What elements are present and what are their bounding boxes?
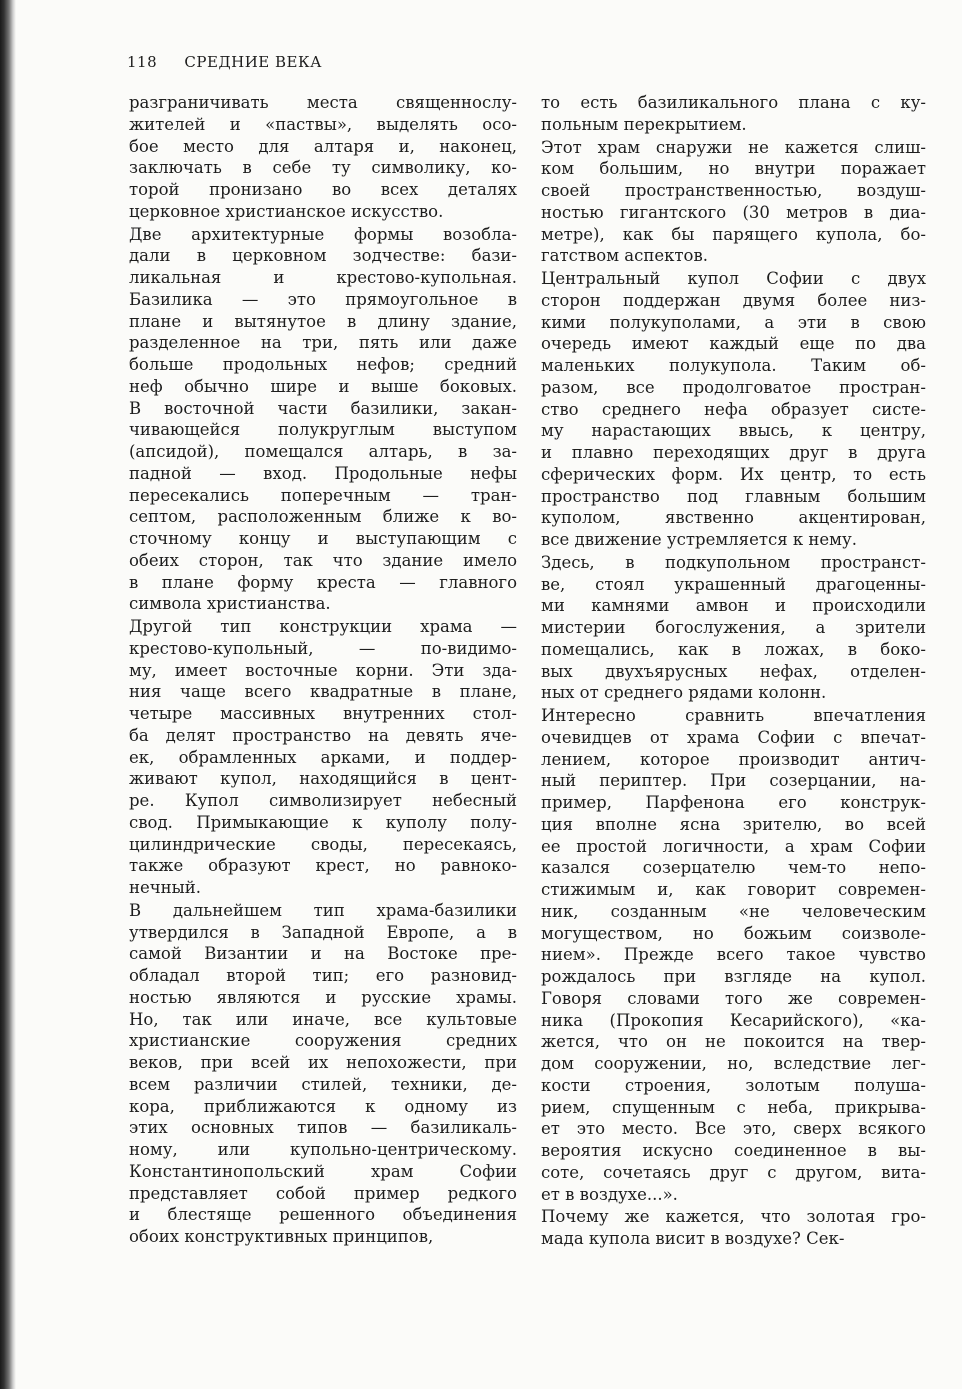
paragraph [541, 137, 926, 268]
text-line: маленьких полукупола. Таким об- [541, 356, 926, 375]
text-line: нием». Прежде всего такое чувство [541, 945, 926, 965]
text-line: кора, приближаются к одному из [129, 1096, 517, 1116]
text-line: сферических форм. Их центр, то есть [541, 464, 926, 484]
text-line: метре), как бы парящего купола, бо- [541, 224, 926, 244]
text-line: му нарастающих ввысь, к центру, [541, 421, 926, 441]
right-text-column [541, 92, 926, 1250]
text-line: живают купол, находящийся в цент- [129, 769, 517, 789]
text-line: очевидцев от храма Софии с впечат- [541, 727, 926, 747]
text-line: разделенное на три, пять или даже [129, 333, 517, 353]
text-line: пример, Парфенона его конструк- [541, 793, 926, 812]
text-line: веков, при всей их непохожести, при [129, 1053, 517, 1072]
text-line: разом, все продолговатое простран- [541, 377, 926, 397]
text-line: символа христианства. [129, 594, 331, 614]
text-line: нечный. [129, 878, 202, 897]
left-text-column [129, 92, 517, 1248]
text-line: му, имеет восточные корни. Эти зда- [129, 660, 517, 680]
text-line: могуществом, но божьим соизволе- [541, 923, 926, 943]
paragraph [541, 705, 926, 1205]
text-line: ет в воздухе...». [541, 1184, 678, 1204]
text-line: В восточной части базилики, закан- [129, 398, 517, 418]
text-line: лением, которое производит антич- [541, 749, 926, 769]
text-line: Почему же кажется, что золотая гро- [541, 1207, 926, 1227]
text-line: этих основных типов — базиликаль- [129, 1118, 517, 1138]
paragraph [129, 92, 517, 223]
text-line: кими полукуполами, а эти в свою [541, 312, 926, 332]
text-line: заключать в себе ту символику, ко- [129, 158, 517, 178]
text-line: (апсидой), помещался алтарь, в за- [129, 442, 517, 461]
text-line: соте, сочетаясь друг с другом, вита- [541, 1162, 926, 1182]
text-line: ек, обрамленных арками, и поддер- [129, 747, 517, 767]
text-line: кости строения, золотым полуша- [541, 1075, 926, 1095]
text-line: мада купола висит в воздухе? Сек- [541, 1229, 845, 1248]
text-line: ник, созданным «не человеческим [541, 901, 926, 921]
text-line: церковное христианское искусство. [129, 201, 444, 221]
text-line: то есть базиликального плана с ку- [541, 93, 926, 112]
text-line: ми камнями амвон и происходили [541, 596, 926, 616]
paragraph [541, 1206, 926, 1250]
text-line: ет это место. Все это, сверх всякого [541, 1119, 926, 1139]
text-line: ве, стоял украшенный драгоценны- [541, 574, 926, 594]
text-line: пересекались поперечным — тран- [129, 485, 517, 505]
text-line: вероятия искусно соединенное в вы- [541, 1141, 926, 1160]
text-line: рождалось при взгляде на купол. [541, 967, 926, 986]
text-line: куполом, явственно акцентирован, [541, 508, 926, 528]
text-line: неф обычно шире и выше боковых. [129, 376, 517, 396]
text-line: ностью являются и русские храмы. [129, 987, 517, 1007]
text-line: ный периптер. При созерцании, на- [541, 771, 926, 791]
text-line: жется, что он не покоится на твер- [541, 1032, 926, 1052]
text-line: ком большим, но внутри поражает [541, 159, 926, 179]
text-line: вых двухъярусных нефах, отделен- [541, 661, 926, 681]
text-line: Этот храм снаружи не кажется слиш- [541, 137, 926, 157]
text-line: Другой тип конструкции храма — [129, 617, 517, 636]
text-line: христианские сооружения средних [129, 1031, 517, 1051]
text-line: торой пронизано во всех деталях [129, 180, 517, 199]
text-line: рием, спущенным с неба, прикрыва- [541, 1097, 926, 1117]
text-line: Две архитектурные формы возобла- [129, 224, 517, 244]
text-line: ция вполне ясна зрителю, во всей [541, 814, 926, 834]
text-line: представляет собой пример редкого [129, 1183, 517, 1203]
text-line: в плане форму креста — главного [129, 572, 517, 592]
text-line: Константинопольский храм Софии [129, 1161, 517, 1181]
text-line: ника (Прокопия Кесарийского), «ка- [541, 1010, 926, 1030]
text-line: ных от среднего рядами колонн. [541, 683, 827, 703]
text-line: и плавно переходящих друг в друга [541, 443, 926, 462]
text-line: четыре массивных внутренних стол- [129, 704, 517, 723]
paragraph [129, 616, 517, 899]
text-line: обоих конструктивных принципов, [129, 1227, 434, 1246]
text-line: стижимым и, как говорит современ- [541, 880, 926, 899]
text-line: ния чаще всего квадратные в плане, [129, 682, 517, 702]
text-line: бое место для алтаря и, наконец, [129, 136, 517, 156]
text-line: ре. Купол символизирует небесный [129, 791, 517, 810]
text-line: помещались, как в ложах, в боко- [541, 639, 926, 659]
text-line: Здесь, в подкупольном пространст- [541, 552, 926, 572]
text-line: утвердился в Западной Европе, а в [129, 922, 517, 942]
text-line: ство среднего нефа образует систе- [541, 399, 926, 419]
page-number: 118 [127, 53, 158, 71]
text-line: гатством аспектов. [541, 246, 709, 266]
text-line: обладал второй тип; его разновид- [129, 966, 517, 985]
text-line: больше продольных нефов; средний [129, 355, 517, 374]
text-line: и блестяще решенного объединения [129, 1205, 517, 1225]
text-line: сточному концу и выступающим с [129, 529, 517, 548]
paragraph [129, 224, 517, 616]
text-line: мистерии богослужения, а зрители [541, 618, 926, 637]
paragraph [541, 552, 926, 704]
text-line: сторон поддержан двумя более низ- [541, 290, 926, 310]
text-line: ба делят пространство на девять яче- [129, 725, 517, 745]
text-line: ному, или купольно-центрическому. [129, 1140, 517, 1159]
text-line: дали в церковном зодчестве: бази- [129, 246, 517, 266]
text-line: цилиндрические своды, пересекаясь, [129, 834, 517, 854]
text-line: ностью гигантского (30 метров в диа- [541, 202, 926, 222]
text-line: все движение устремляется к нему. [541, 530, 857, 549]
text-line: Интересно сравнить впечатления [541, 706, 926, 725]
text-line: польным перекрытием. [541, 114, 747, 134]
text-line: казался созерцателю чем-то непо- [541, 858, 926, 878]
text-line: крестово-купольный, — по-видимо- [129, 638, 517, 658]
running-title: СРЕДНИЕ ВЕКА [184, 53, 322, 71]
text-line: ее простой логичности, а храм Софии [541, 836, 926, 856]
text-line: самой Византии и на Востоке пре- [129, 944, 517, 964]
text-line: дом сооружении, но, вследствие лег- [541, 1054, 926, 1073]
text-line: также образуют крест, но равноко- [129, 856, 517, 876]
paragraph [541, 268, 926, 551]
text-line: септом, расположенным ближе к во- [129, 507, 517, 527]
text-line: плане и вытянутое в длину здание, [129, 311, 517, 331]
text-line: Но, так или иначе, все культовые [129, 1009, 517, 1029]
text-line: Центральный купол Софии с двух [541, 269, 926, 288]
text-line: разграничивать места священнослу- [129, 93, 517, 112]
text-line: очередь имеют каждый еще по два [541, 334, 926, 354]
text-line: чивающейся полукруглым выступом [129, 420, 517, 440]
text-line: обеих сторон, так что здание имело [129, 550, 517, 570]
text-line: ликальная и крестово-купольная. [129, 268, 517, 287]
text-line: своей пространственностью, воздуш- [541, 181, 926, 200]
book-spine-shadow [0, 0, 16, 1389]
text-line: жителей и «паствы», выделять осо- [129, 114, 517, 134]
paragraph [541, 92, 926, 136]
text-line: Базилика — это прямоугольное в [129, 289, 517, 309]
paragraph [129, 900, 517, 1248]
text-line: свод. Примыкающие к куполу полу- [129, 812, 517, 832]
running-header [127, 53, 322, 71]
text-line: Говоря словами того же современ- [541, 988, 926, 1008]
text-line: падной — вход. Продольные нефы [129, 463, 517, 483]
text-line: пространство под главным большим [541, 486, 926, 506]
text-line: всем различии стилей, техники, де- [129, 1074, 517, 1094]
text-line: В дальнейшем тип храма-базилики [129, 900, 517, 920]
